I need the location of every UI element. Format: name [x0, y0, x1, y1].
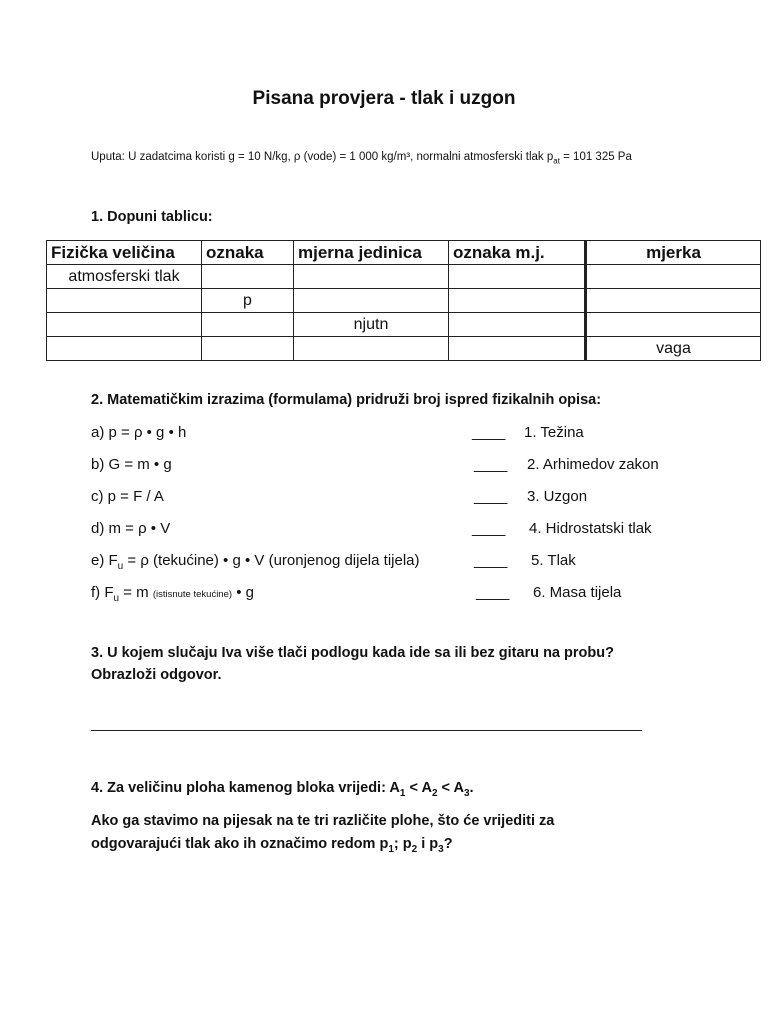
- table-cell[interactable]: [449, 313, 586, 337]
- q4-sub: 1: [388, 843, 394, 855]
- table-row: [47, 265, 761, 289]
- answer-blank-c[interactable]: ____: [474, 488, 508, 505]
- table-header-row: [47, 241, 761, 265]
- table-cell[interactable]: [586, 265, 761, 289]
- q4-sub: 2: [431, 787, 438, 799]
- formula-f-part: • g: [232, 584, 254, 601]
- q3-answer-line[interactable]: [91, 730, 642, 731]
- q4-line-1: [91, 780, 474, 799]
- table-header-cell: oznaka: [202, 241, 294, 265]
- table-cell[interactable]: atmosferski tlak: [47, 265, 202, 289]
- description-6: 6. Masa tijela: [533, 584, 622, 601]
- formula-f-sub: u: [113, 593, 120, 604]
- answer-blank-f[interactable]: ____: [476, 584, 510, 601]
- formula-e-sub: u: [117, 561, 124, 572]
- page-title: Pisana provjera - tlak i uzgon: [252, 88, 516, 109]
- formula-f: [91, 584, 254, 604]
- q4-sub: 3: [438, 843, 444, 855]
- table-cell[interactable]: [47, 337, 202, 361]
- q4-var: p: [379, 836, 389, 852]
- q4-op: ?: [443, 836, 453, 852]
- formula-a: a) p = ρ • g • h: [91, 424, 187, 441]
- table-header-cell: oznaka m.j.: [449, 241, 586, 265]
- formula-f-part: = m: [119, 584, 153, 601]
- table-cell[interactable]: [449, 337, 586, 361]
- table-cell[interactable]: [294, 265, 449, 289]
- q4-var: p: [402, 836, 412, 852]
- q4-sub: 1: [399, 787, 406, 799]
- q4-text: odgovarajući tlak ako ih označimo redom: [91, 836, 380, 852]
- answer-blank-b[interactable]: ____: [474, 456, 508, 473]
- q4-text: 4. Za veličinu ploha kamenog bloka vrijedi:: [91, 780, 390, 796]
- answer-blank-e[interactable]: ____: [474, 552, 508, 569]
- q4-op: i: [417, 836, 430, 852]
- q4-var: A: [453, 780, 464, 796]
- formula-e: [91, 552, 420, 572]
- q4-var: p: [429, 836, 439, 852]
- q4-var: A: [421, 780, 432, 796]
- formula-d: d) m = ρ • V: [91, 520, 171, 537]
- q4-op: ;: [393, 836, 403, 852]
- table-cell[interactable]: vaga: [586, 337, 761, 361]
- q1-heading: 1. Dopuni tablicu:: [91, 209, 213, 225]
- formula-e-part: e) F: [91, 552, 118, 569]
- instructions-prefix: Uputa: U zadatcima koristi g = 10 N/kg, ρ (vode) = 1 000 kg/m³, normalni atmosferski tlak p: [91, 151, 554, 163]
- formula-e-part: = ρ (tekućine) • g • V (uronjenog dijela tijela): [123, 552, 420, 569]
- q4-sub: 2: [411, 843, 418, 855]
- table-cell[interactable]: p: [202, 289, 294, 313]
- description-5: 5. Tlak: [531, 552, 576, 569]
- q4-line-2: Ako ga stavimo na pijesak na te tri različite plohe, što će vrijediti za: [91, 813, 555, 829]
- table-row: [47, 313, 761, 337]
- formula-f-part: f) F: [91, 584, 114, 601]
- table-cell[interactable]: [202, 337, 294, 361]
- table-row: [47, 289, 761, 313]
- q1-table: [46, 240, 761, 361]
- table-cell[interactable]: [294, 289, 449, 313]
- table-cell[interactable]: [202, 313, 294, 337]
- answer-blank-d[interactable]: ____: [472, 520, 506, 537]
- instructions: [91, 151, 632, 165]
- table-cell[interactable]: [586, 313, 761, 337]
- q4-op: <: [437, 780, 454, 796]
- description-1: 1. Težina: [524, 424, 584, 441]
- q3-line-2: Obrazloži odgovor.: [91, 667, 222, 683]
- table-cell[interactable]: [47, 313, 202, 337]
- description-4: 4. Hidrostatski tlak: [529, 520, 652, 537]
- q2-heading: 2. Matematičkim izrazima (formulama) pridruži broj ispred fizikalnih opisa:: [91, 392, 602, 408]
- q4-op: .: [469, 780, 474, 796]
- q4-line-3: [91, 836, 453, 855]
- instructions-suffix: = 101 325 Pa: [559, 151, 632, 163]
- table-header-cell: Fizička veličina: [47, 241, 202, 265]
- q4-sub: 3: [463, 787, 470, 799]
- formula-b: b) G = m • g: [91, 456, 172, 473]
- table-cell[interactable]: [47, 289, 202, 313]
- q3-line-1: 3. U kojem slučaju Iva više tlači podlogu kada ide sa ili bez gitaru na probu?: [91, 645, 614, 661]
- formula-f-small: (istisnute tekućine): [152, 589, 233, 600]
- answer-blank-a[interactable]: ____: [472, 424, 506, 441]
- table-cell[interactable]: [294, 337, 449, 361]
- table-cell[interactable]: [449, 289, 586, 313]
- table-cell[interactable]: [202, 265, 294, 289]
- table-header-cell: mjerka: [586, 241, 761, 265]
- table-header-cell: mjerna jedinica: [294, 241, 449, 265]
- instructions-sub: at: [553, 156, 560, 166]
- table-cell[interactable]: njutn: [294, 313, 449, 337]
- table-row: [47, 337, 761, 361]
- table-cell[interactable]: [586, 289, 761, 313]
- description-2: 2. Arhimedov zakon: [527, 456, 659, 473]
- q4-op: <: [405, 780, 422, 796]
- table-cell[interactable]: [449, 265, 586, 289]
- formula-c: c) p = F / A: [91, 488, 164, 505]
- description-3: 3. Uzgon: [527, 488, 588, 505]
- q4-var: A: [389, 780, 400, 796]
